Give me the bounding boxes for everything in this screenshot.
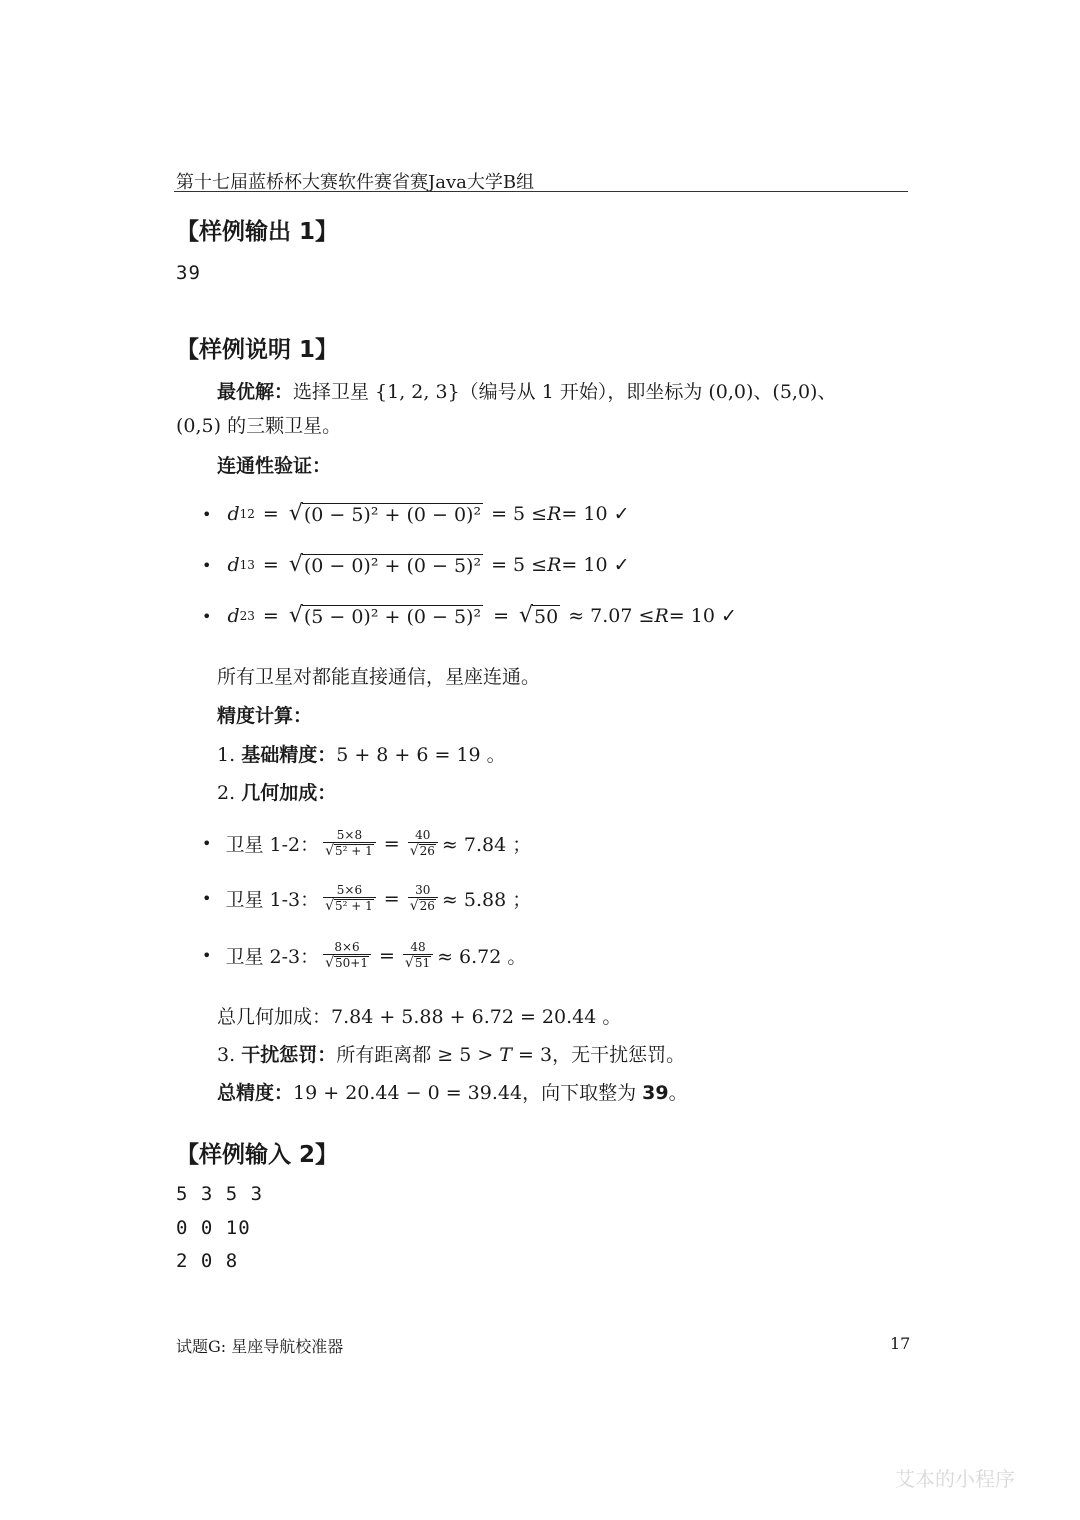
bullet: • <box>202 889 212 909</box>
step1-label: 基础精度： <box>241 744 337 766</box>
geo-bonus-2-3-item: • 卫星 2-3： 8×6 √ 50+1 = 48 √ 51 ≈ 6.72 。 <box>202 940 527 972</box>
d23-radicand: (5 − 0)² + (0 − 5)² <box>303 606 482 628</box>
g12-den1: 5² + 1 <box>335 844 373 859</box>
sample-input-2-title: 【样例输入 2】 <box>176 1142 339 1168</box>
d23-symbol: d <box>227 605 240 628</box>
g13-num2: 30 <box>415 883 431 897</box>
d12-subscript: 12 <box>239 507 255 522</box>
total-precision-line <box>217 1078 688 1105</box>
distance-d23-item: • d 23 = √ (5 − 0)² + (0 − 5)² = √ 50 ≈ 7.07 ≤ R = 10 ✓ <box>202 603 737 628</box>
precision-label: 精度计算： <box>217 705 313 727</box>
g23-den1: 50+1 <box>335 956 368 971</box>
d12-sqrt: √ (0 − 5)² + (0 − 0)² <box>288 501 482 526</box>
g13-den2: 26 <box>419 899 435 914</box>
d13-result: = 5 ≤ <box>491 554 548 577</box>
header-rule <box>174 191 908 192</box>
g13-result: ≈ 5.88 ； <box>441 889 532 912</box>
d13-subscript: 13 <box>239 558 255 573</box>
d13-R: R <box>547 554 562 577</box>
g12-fraction-2: 40 √ 26 <box>408 829 438 858</box>
total-value: 19 + 20.44 − 0 = 39.44，向下取整为 <box>293 1082 643 1104</box>
d23-subscript: 23 <box>239 609 255 624</box>
bullet: • <box>202 555 212 575</box>
g23-den2: 51 <box>414 956 431 971</box>
step2-number: 2. <box>217 782 236 804</box>
g13-den1: 5² + 1 <box>335 899 373 914</box>
connectivity-label: 连通性验证： <box>217 455 332 477</box>
step3-post: = 3，无干扰惩罚。 <box>511 1044 686 1066</box>
d23-sqrt: √ (5 − 0)² + (0 − 5)² <box>288 603 482 628</box>
g23-label: 卫星 2-3： <box>225 946 320 969</box>
d12-R: R <box>547 503 562 526</box>
d13-rest: = 10 ✓ <box>561 554 630 577</box>
page-header-title: 第十七届蓝桥杯大赛软件赛省赛Java大学B组 <box>176 172 535 193</box>
g13-num1: 5×6 <box>336 883 363 897</box>
g12-num2: 40 <box>415 828 431 842</box>
total-end: 。 <box>668 1082 688 1104</box>
g23-num1: 8×6 <box>334 940 360 954</box>
footer-page-number: 17 <box>890 1334 911 1353</box>
d13-symbol: d <box>227 554 240 577</box>
distance-d13-item: • d 13 = √ (0 − 0)² + (0 − 5)² = 5 ≤ R = 10 ✓ <box>202 552 630 577</box>
optimal-solution-line2: (0,5) 的三颗卫星。 <box>176 415 342 437</box>
g23-result: ≈ 6.72 。 <box>437 946 527 969</box>
step1-value: 5 + 8 + 6 = 19 。 <box>336 744 506 766</box>
d12-radicand: (0 − 5)² + (0 − 0)² <box>303 504 482 526</box>
d13-radicand: (0 − 0)² + (0 − 5)² <box>303 555 482 577</box>
sample-input-2-line: 0 0 10 <box>176 1217 251 1239</box>
step1-line <box>217 740 506 767</box>
total-geo-bonus: 总几何加成：7.84 + 5.88 + 6.72 = 20.44 。 <box>217 1006 622 1028</box>
footer-problem-title: 试题G: 星座导航校准器 <box>176 1337 344 1356</box>
g23-fraction-2: 48 √ 51 <box>403 941 433 970</box>
total-final: 39 <box>642 1082 669 1104</box>
d23-sqrt50-value: 50 <box>534 606 559 628</box>
geo-bonus-1-2-item: • 卫星 1-2： 5×8 √ 5² + 1 = 40 √ 26 ≈ 7.84 ； <box>202 828 532 860</box>
distance-d12-item: • d 12 = √ (0 − 5)² + (0 − 0)² = 5 ≤ R = 10 ✓ <box>202 501 630 526</box>
bullet: • <box>202 606 212 626</box>
watermark: 艾本的小程序 <box>895 1467 1015 1491</box>
step2-line <box>217 778 336 805</box>
geo-bonus-1-3-item: • 卫星 1-3： 5×6 √ 5² + 1 = 30 √ 26 ≈ 5.88 ； <box>202 883 532 915</box>
g13-fraction-2: 30 √ 26 <box>408 884 438 913</box>
d23-sqrt50: √ 50 <box>519 603 559 628</box>
step3-line <box>217 1040 685 1067</box>
d12-symbol: d <box>227 503 240 526</box>
step3-pre: 所有距离都 ≥ 5 > <box>336 1044 500 1066</box>
d23-result: ≈ 7.07 ≤ <box>568 605 655 628</box>
d23-equals: = <box>493 605 509 628</box>
g12-den2: 26 <box>419 844 435 859</box>
d13-sqrt: √ (0 − 0)² + (0 − 5)² <box>288 552 482 577</box>
step2-label: 几何加成： <box>241 782 337 804</box>
g13-label: 卫星 1-3： <box>225 889 320 912</box>
bullet: • <box>202 504 212 524</box>
g23-num2: 48 <box>410 940 426 954</box>
bullet: • <box>202 834 212 854</box>
step3-label: 干扰惩罚： <box>241 1044 337 1066</box>
optimal-solution-line <box>217 377 836 404</box>
sample-input-2-line: 5 3 5 3 <box>176 1183 264 1205</box>
optimal-label: 最优解： <box>217 381 294 403</box>
step3-number: 3. <box>217 1044 236 1066</box>
sample-input-2-line: 2 0 8 <box>176 1250 239 1272</box>
g12-result: ≈ 7.84 ； <box>441 834 532 857</box>
all-connected-text: 所有卫星对都能直接通信，星座连通。 <box>217 666 541 688</box>
g12-num1: 5×8 <box>336 828 363 842</box>
d12-result: = 5 ≤ <box>491 503 548 526</box>
g23-fraction-1: 8×6 √ 50+1 <box>323 941 371 970</box>
g12-fraction-1: 5×8 √ 5² + 1 <box>323 829 376 858</box>
total-label: 总精度： <box>217 1082 294 1104</box>
g12-label: 卫星 1-2： <box>225 834 320 857</box>
optimal-text: 选择卫星 {1, 2, 3}（编号从 1 开始），即坐标为 (0,0)、(5,0)、 <box>293 381 837 403</box>
sample-output-1-value: 39 <box>176 262 201 284</box>
sample-output-1-title: 【样例输出 1】 <box>176 219 339 245</box>
d23-rest: = 10 ✓ <box>668 605 737 628</box>
sample-explanation-1-title: 【样例说明 1】 <box>176 337 339 363</box>
bullet: • <box>202 946 212 966</box>
g13-fraction-1: 5×6 √ 5² + 1 <box>323 884 376 913</box>
step1-number: 1. <box>217 744 236 766</box>
step3-T: T <box>499 1044 512 1066</box>
d23-R: R <box>654 605 669 628</box>
d12-rest: = 10 ✓ <box>561 503 630 526</box>
